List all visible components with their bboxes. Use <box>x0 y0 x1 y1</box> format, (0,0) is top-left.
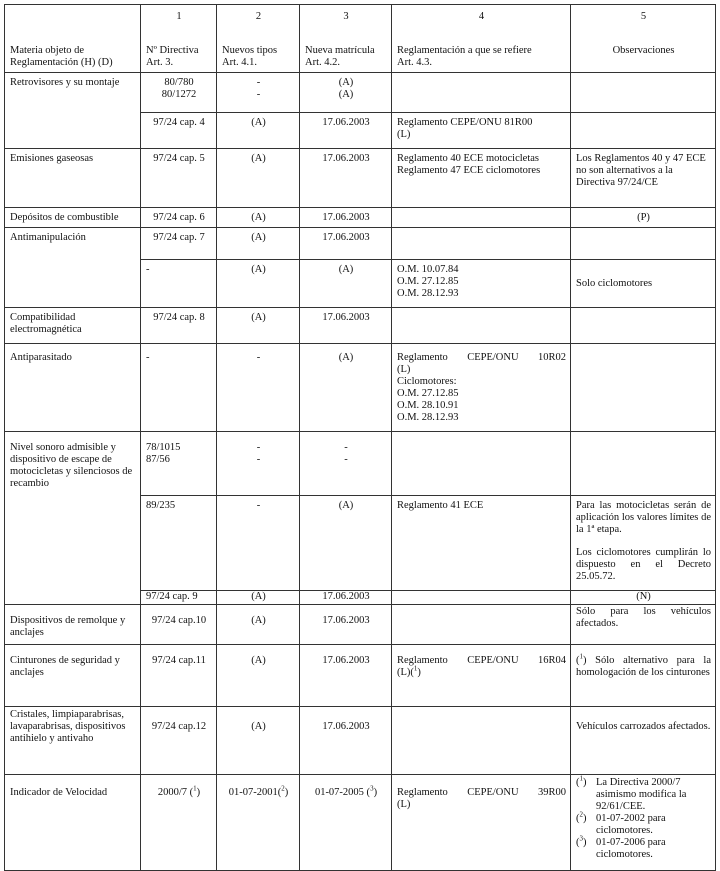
observaciones-cell <box>571 113 716 149</box>
nuevos-tipos-cell: (A) <box>217 605 300 645</box>
table-row <box>5 208 716 228</box>
observaciones-cell: ($^1$) Sólo alternativo para la homologación de los cinturones <box>571 645 716 707</box>
observaciones-cell <box>571 344 716 432</box>
reglamentacion-cell <box>392 73 571 113</box>
reglamentacion-detail: (L) <box>397 799 411 810</box>
nuevos-tipos-cell: (A) <box>217 308 300 344</box>
footnote: ($^3$) 01-07-2006 para ciclomotores. <box>576 834 666 860</box>
nuevos-tipos-cell: - <box>217 496 300 591</box>
nuevos-tipos-cell: (A) <box>217 208 300 228</box>
column-number: 2 <box>255 11 262 22</box>
table-row <box>5 149 716 208</box>
observaciones-cell <box>571 308 716 344</box>
nuevos-tipos-cell: (A) <box>217 707 300 775</box>
header-row <box>5 5 716 73</box>
footnote: ($^2$) 01-07-2002 para ciclomotores. <box>576 810 666 836</box>
header-nueva-matricula <box>300 5 392 73</box>
header-materia <box>5 5 141 73</box>
materia-cell: Indicador de Velocidad <box>5 775 141 871</box>
table-row <box>5 344 716 432</box>
nueva-matricula-cell: 17.06.2003 <box>300 208 392 228</box>
nueva-matricula-cell: 17.06.2003 <box>300 605 392 645</box>
nuevos-tipos-cell: - <box>217 344 300 432</box>
directiva-cell: 97/24 cap. 8 <box>141 308 217 344</box>
header-reglamentacion <box>392 5 571 73</box>
nuevos-tipos-cell: - - <box>217 432 300 496</box>
table-row <box>5 605 716 645</box>
footnote: ($^1$) La Directiva 2000/7 asimismo modifica la 92/61/CEE. <box>576 774 687 812</box>
reglamentacion-detail: (L)($^1$) <box>397 664 421 678</box>
reglamentacion-title: Reglamento CEPE/ONU 10R02 <box>397 352 566 363</box>
reglamentacion-cell <box>392 228 571 260</box>
header-label: Nueva matrícula Art. 4.2. <box>305 45 375 68</box>
directiva-cell: 97/24 cap.10 <box>141 605 217 645</box>
observaciones-cell <box>571 496 716 591</box>
materia-cell: Antimanipulación <box>5 228 141 308</box>
reglamentacion-cell <box>392 432 571 496</box>
column-number: 4 <box>478 11 485 22</box>
nueva-matricula-cell: 17.06.2003 <box>300 113 392 149</box>
materia-cell: Compatibilidad electromagnética <box>5 308 141 344</box>
reglamentacion-title: Reglamento CEPE/ONU 16R04 <box>397 655 566 666</box>
observaciones-cell: (N) <box>571 591 716 605</box>
observacion-paragraph: Para las motocicletas serán de aplicación los valores límites de la 1ª etapa. <box>576 500 711 535</box>
nuevos-tipos-cell: (A) <box>217 260 300 308</box>
header-label: Observaciones <box>612 45 675 56</box>
column-number: 1 <box>176 11 182 22</box>
header-label: Reglamentación a que se refiere Art. 4.3. <box>397 45 532 68</box>
reglamentacion-cell <box>392 308 571 344</box>
observaciones-cell <box>571 775 716 871</box>
table-row <box>5 73 716 113</box>
table-row <box>5 645 716 707</box>
observaciones-cell <box>571 73 716 113</box>
directiva-cell: 97/24 cap. 6 <box>141 208 217 228</box>
header-directiva <box>141 5 217 73</box>
nueva-matricula-cell: (A) <box>300 496 392 591</box>
directiva-cell: 97/24 cap. 9 <box>141 591 217 605</box>
reglamentacion-title: Reglamento CEPE/ONU 39R00 <box>397 787 566 798</box>
materia-cell: Antiparasitado <box>5 344 141 432</box>
header-label: Materia objeto de Reglamentación (H) (D) <box>10 45 113 68</box>
reglamentacion-cell: O.M. 10.07.84 O.M. 27.12.85 O.M. 28.12.93 <box>392 260 571 308</box>
table-row <box>5 432 716 496</box>
nueva-matricula-cell: - - <box>300 432 392 496</box>
nueva-matricula-cell: (A) <box>300 260 392 308</box>
nuevos-tipos-cell: 01-07-2001($^2$) <box>217 775 300 871</box>
observaciones-cell: Sólo para los vehículos afectados. <box>571 605 716 645</box>
reglamentacion-detail: (L) Ciclomotores: O.M. 27.12.85 O.M. 28.10.91 O.M. 28.12.93 <box>397 364 459 423</box>
observaciones-cell <box>571 228 716 260</box>
observaciones-cell: Solo ciclomotores <box>571 260 716 308</box>
reglamentacion-cell: Reglamento 41 ECE <box>392 496 571 591</box>
reglamentacion-cell <box>392 775 571 871</box>
directiva-cell: - <box>141 260 217 308</box>
directiva-cell: 97/24 cap. 5 <box>141 149 217 208</box>
nueva-matricula-cell: 17.06.2003 <box>300 228 392 260</box>
nueva-matricula-cell: 17.06.2003 <box>300 707 392 775</box>
header-label: Nuevos tipos Art. 4.1. <box>222 45 278 68</box>
column-number: 3 <box>343 11 349 22</box>
nueva-matricula-cell: 01-07-2005 ($^3$) <box>300 775 392 871</box>
observaciones-cell: (P) <box>571 208 716 228</box>
directiva-cell: - <box>141 344 217 432</box>
materia-cell: Nivel sonoro admisible y dispositivo de escape de motocicletas y silenciosos de recambio <box>5 432 141 605</box>
nuevos-tipos-cell: (A) <box>217 228 300 260</box>
observacion-paragraph: Los ciclomotores cumplirán lo dispuesto en el Decreto 25.05.72. <box>576 547 711 582</box>
header-label: Nº Directiva Art. 3. <box>146 45 199 68</box>
reglamentacion-cell: Reglamento 40 ECE motocicletas Reglamento 47 ECE ciclomotores <box>392 149 571 208</box>
materia-cell: Emisiones gaseosas <box>5 149 141 208</box>
directiva-cell: 97/24 cap.12 <box>141 707 217 775</box>
table-row <box>5 775 716 871</box>
directiva-cell: 80/780 80/1272 <box>141 73 217 113</box>
observaciones-cell: Vehículos carrozados afectados. <box>571 707 716 775</box>
reglamentacion-cell <box>392 707 571 775</box>
table-row <box>5 308 716 344</box>
reglamentacion-cell <box>392 344 571 432</box>
reglamentacion-cell <box>392 605 571 645</box>
nueva-matricula-cell: 17.06.2003 <box>300 645 392 707</box>
directiva-cell: 2000/7 ($^1$) <box>141 775 217 871</box>
directiva-cell: 78/1015 87/56 <box>141 432 217 496</box>
nuevos-tipos-cell: (A) <box>217 645 300 707</box>
nueva-matricula-cell: 17.06.2003 <box>300 591 392 605</box>
directiva-cell: 89/235 <box>141 496 217 591</box>
materia-cell: Depósitos de combustible <box>5 208 141 228</box>
observaciones-cell: Los Reglamentos 40 y 47 ECE no son alternativos a la Directiva 97/24/CE <box>571 149 716 208</box>
nueva-matricula-cell: 17.06.2003 <box>300 308 392 344</box>
observaciones-cell <box>571 432 716 496</box>
reglamentacion-cell <box>392 208 571 228</box>
materia-cell: Dispositivos de remolque y anclajes <box>5 605 141 645</box>
nuevos-tipos-cell: (A) <box>217 591 300 605</box>
reglamentacion-cell <box>392 645 571 707</box>
nuevos-tipos-cell: (A) <box>217 149 300 208</box>
nueva-matricula-cell: 17.06.2003 <box>300 149 392 208</box>
directiva-cell: 97/24 cap. 4 <box>141 113 217 149</box>
materia-cell: Cristales, limpiaparabrisas, lavaparabrisas, dispositivos antihielo y antivaho <box>5 707 141 775</box>
nueva-matricula-cell: (A) <box>300 344 392 432</box>
column-number: 5 <box>640 11 647 22</box>
reglamentacion-cell: Reglamento CEPE/ONU 81R00 (L) <box>392 113 571 149</box>
nuevos-tipos-cell: - - <box>217 73 300 113</box>
table-row <box>5 707 716 775</box>
nuevos-tipos-cell: (A) <box>217 113 300 149</box>
regulation-table <box>4 4 716 871</box>
header-nuevos-tipos <box>217 5 300 73</box>
materia-cell: Cinturones de seguridad y anclajes <box>5 645 141 707</box>
header-observaciones <box>571 5 716 73</box>
directiva-cell: 97/24 cap.11 <box>141 645 217 707</box>
nueva-matricula-cell: (A) (A) <box>300 73 392 113</box>
materia-cell: Retrovisores y su montaje <box>5 73 141 149</box>
reglamentacion-cell <box>392 591 571 605</box>
directiva-cell: 97/24 cap. 7 <box>141 228 217 260</box>
table-row <box>5 228 716 260</box>
